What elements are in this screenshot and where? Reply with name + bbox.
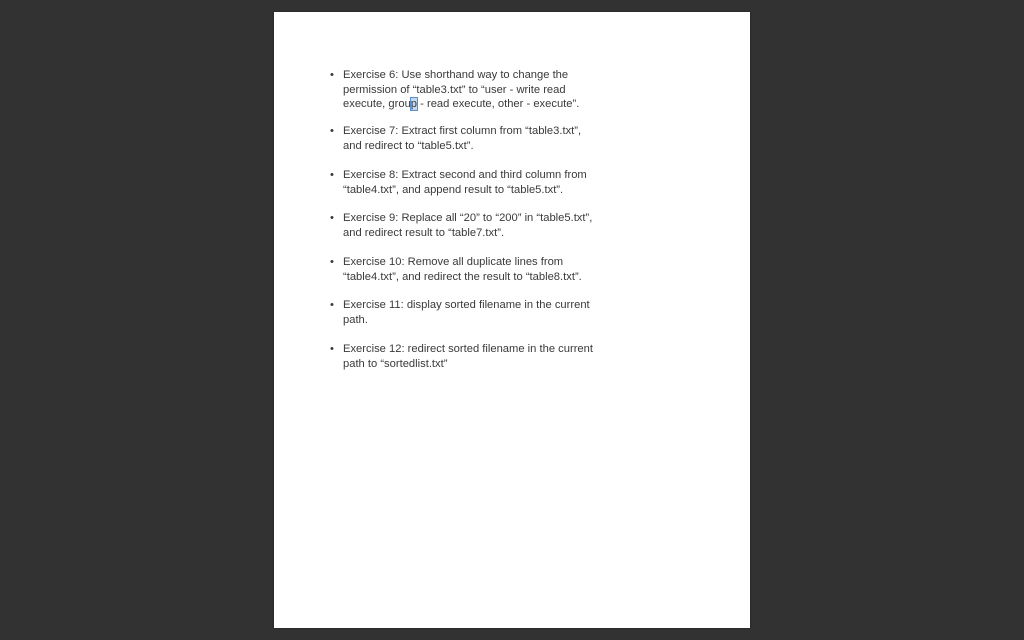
- bullet-icon: •: [330, 256, 334, 268]
- exercise-11-text[interactable]: Exercise 11: display sorted filename in the current path.: [343, 299, 590, 326]
- list-item-exercise-6: [330, 68, 630, 112]
- exercise-8-text[interactable]: Exercise 8: Extract second and third column from “table4.txt”, and append result to “table5.txt”.: [343, 169, 587, 196]
- bullet-icon: •: [330, 169, 334, 181]
- exercise-9-text[interactable]: Exercise 9: Replace all “20” to “200” in “table5.txt”, and redirect result to “table7.txt”.: [343, 212, 593, 239]
- list-item-exercise-11: [330, 298, 630, 327]
- bullet-icon: •: [330, 125, 334, 137]
- list-item-exercise-9: [330, 211, 630, 240]
- list-item-exercise-7: [330, 124, 630, 153]
- bullet-icon: •: [330, 212, 334, 224]
- list-item-exercise-10: [330, 255, 630, 284]
- bullet-icon: •: [330, 69, 334, 81]
- list-item-exercise-8: [330, 168, 630, 197]
- list-item-exercise-12: [330, 342, 630, 371]
- exercise-7-text[interactable]: Exercise 7: Extract first column from “table3.txt”, and redirect to “table5.txt”.: [343, 125, 582, 152]
- bullet-icon: •: [330, 299, 334, 311]
- exercise-6-text[interactable]: [343, 68, 630, 112]
- text-selection: p: [410, 98, 418, 111]
- document-page[interactable]: [274, 12, 750, 628]
- exercise-10-text[interactable]: Exercise 10: Remove all duplicate lines from “table4.txt”, and redirect the result to “table8.txt”.: [343, 256, 582, 283]
- exercise-6-text-end: - read execute, other - execute”.: [417, 98, 580, 111]
- exercise-12-text[interactable]: Exercise 12: redirect sorted filename in the current path to “sortedlist.txt”: [343, 343, 593, 370]
- exercise-6-text-start: Exercise 6: Use shorthand way to change the permission of “table3.txt” to “user - write read execute, grou: [343, 69, 569, 111]
- bullet-icon: •: [330, 343, 334, 355]
